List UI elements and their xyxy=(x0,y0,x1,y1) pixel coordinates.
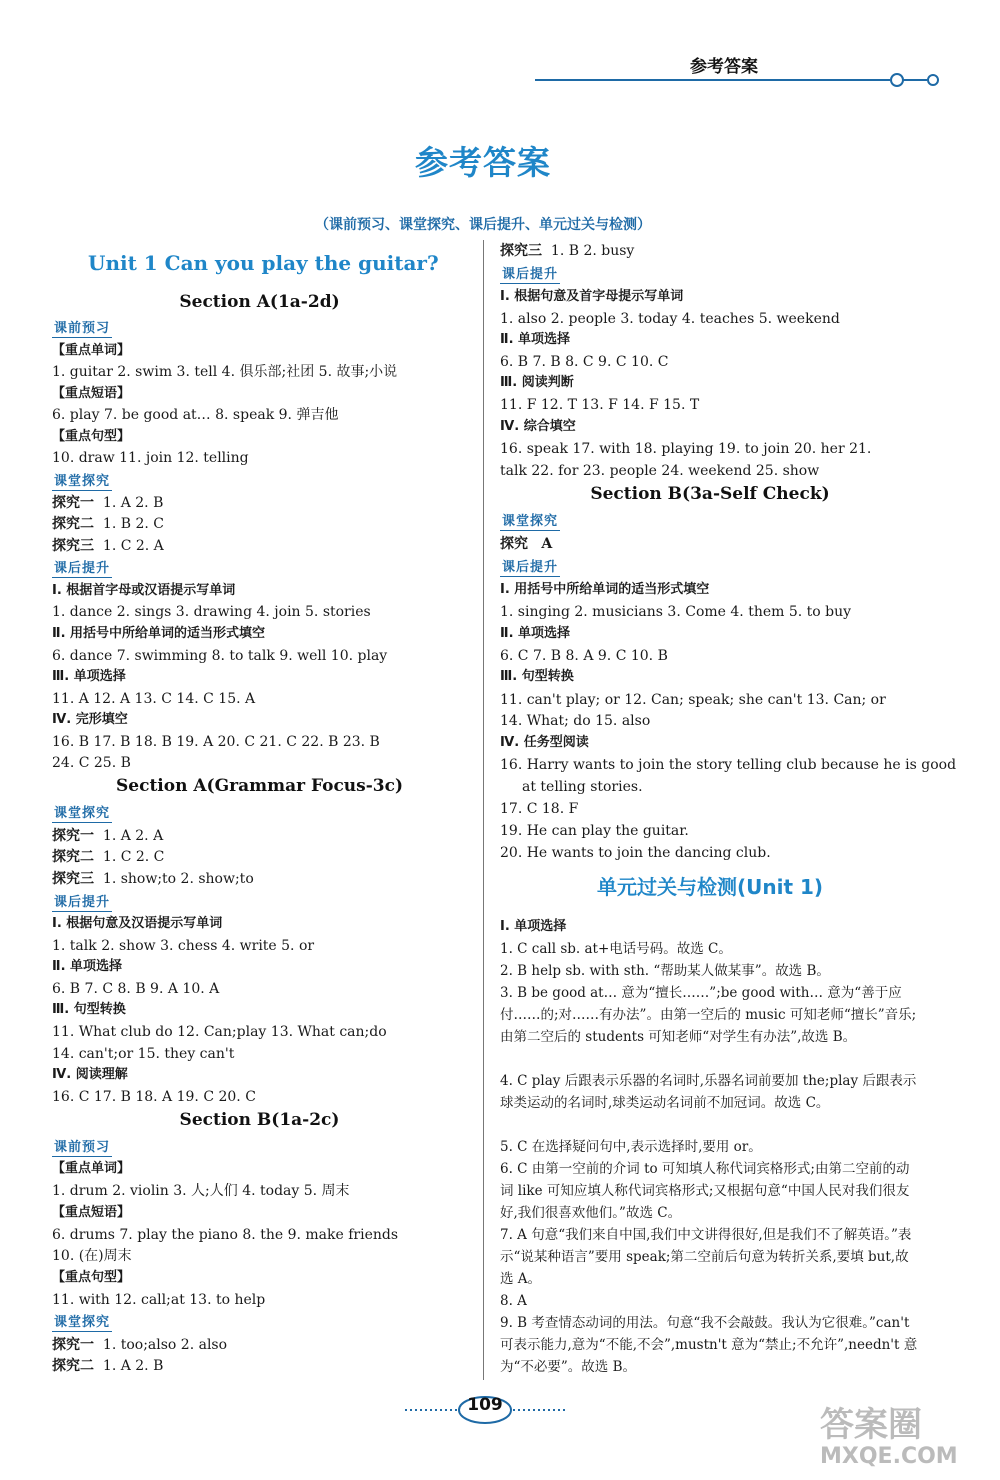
tag-preview: 课前预习 xyxy=(54,1140,111,1155)
explore-label: 探究二 xyxy=(52,849,94,865)
subsection-heading: Ⅱ. 单项选择 xyxy=(500,332,571,347)
explanation-item: 6. C 由第一空前的介词 to 可知填人称代词宾格形式;由第二空前的动词 like 可知应填人称代词宾格形式;又根据句意“中国人民对我们很友好,我们很喜欢他们。”故选 C。 xyxy=(500,1161,910,1221)
explore-label: 探究一 xyxy=(52,1337,94,1353)
subsection-heading: Ⅳ. 完形填空 xyxy=(52,712,128,727)
answer-line: 1. dance 2. sings 3. drawing 4. join 5. stories xyxy=(52,604,371,620)
kw-sentences-heading: 【重点句型】 xyxy=(52,429,131,444)
tag-explore: 课堂探究 xyxy=(54,806,111,821)
answer-line: 17. C 18. F xyxy=(500,801,579,817)
answer-line: 11. with 12. call;at 13. to help xyxy=(52,1292,266,1308)
subsection-heading: Ⅰ. 根据句意及汉语提示写单词 xyxy=(52,916,223,931)
subsection-heading: Ⅰ. 用括号中所给单词的适当形式填空 xyxy=(500,582,710,597)
subsection-heading: Ⅲ. 单项选择 xyxy=(52,669,126,684)
answer-line: 14. What; do 15. also xyxy=(500,713,651,729)
answer-line: 10. draw 11. join 12. telling xyxy=(52,450,249,466)
kw-phrases-heading: 【重点短语】 xyxy=(52,1205,131,1220)
tag-explore: 课堂探究 xyxy=(502,514,559,529)
subsection-heading: Ⅲ. 句型转换 xyxy=(500,669,574,684)
kw-phrases-heading: 【重点短语】 xyxy=(52,386,131,401)
unit-check-title: 单元过关与检测(Unit 1) xyxy=(596,875,824,899)
section-heading: Section B(1a-2c) xyxy=(179,1110,340,1130)
explore-label: 探究三 xyxy=(52,871,94,887)
answer-line: 1. C 2. C xyxy=(102,849,165,865)
tag-after: 课后提升 xyxy=(54,561,111,576)
explore-label: 探究三 xyxy=(500,243,542,259)
answer-line: 1. talk 2. show 3. chess 4. write 5. or xyxy=(52,938,315,954)
subsection-heading: Ⅳ. 综合填空 xyxy=(500,419,576,434)
answer-line: A xyxy=(541,536,553,552)
section-heading: Section A(Grammar Focus-3c) xyxy=(116,776,403,796)
header-label: 参考答案 xyxy=(690,57,758,77)
answer-line: 1. guitar 2. swim 3. tell 4. 俱乐部;社团 5. 故事;小说 xyxy=(52,364,398,380)
answer-line: 6. dance 7. swimming 8. to talk 9. well 10. play xyxy=(52,648,388,664)
subsection-heading: Ⅱ. 用括号中所给单词的适当形式填空 xyxy=(52,626,266,641)
answer-line: 1. too;also 2. also xyxy=(102,1337,228,1353)
subsection-heading: Ⅰ. 单项选择 xyxy=(500,919,567,934)
answer-line: 16. C 17. B 18. A 19. C 20. C xyxy=(52,1089,256,1105)
explanation-item: 7. A 句意“我们来自中国,我们中文讲得很好,但是我们不了解英语。”表示“说某种语言”要用 speak;第二空前后句意为转折关系,要填 but,故选 A。 xyxy=(500,1227,912,1287)
kw-words-heading: 【重点单词】 xyxy=(52,1161,131,1176)
explanation-item: 1. C call sb. at+电话号码。故选 C。 xyxy=(500,941,732,957)
answer-line: 1. B 2. busy xyxy=(550,243,635,259)
explore-label: 探究 xyxy=(500,536,528,552)
explanation-item: 5. C 在选择疑问句中,表示选择时,要用 or。 xyxy=(500,1139,762,1155)
page-title: 参考答案 xyxy=(415,143,551,182)
answer-line: 1. singing 2. musicians 3. Come 4. them 5. to buy xyxy=(500,604,852,620)
explanation-item: 8. A xyxy=(500,1293,527,1309)
answer-line: 11. What club do 12. Can;play 13. What can;do xyxy=(52,1024,387,1040)
answer-line: 6. play 7. be good at… 8. speak 9. 弹吉他 xyxy=(52,407,339,423)
answer-line: 1. drum 2. violin 3. 人;人们 4. today 5. 周末 xyxy=(52,1183,350,1199)
subsection-heading: Ⅳ. 任务型阅读 xyxy=(500,735,589,750)
watermark-logo: 答案圈 xyxy=(820,1405,922,1445)
answer-line: 1. C 2. A xyxy=(102,538,164,554)
page-subtitle: （课前预习、课堂探究、课后提升、单元过关与检测） xyxy=(315,217,651,233)
answer-line: 11. A 12. A 13. C 14. C 15. A xyxy=(52,691,256,707)
unit-title: Unit 1 Can you play the guitar? xyxy=(88,251,439,275)
answer-line: 1. also 2. people 3. today 4. teaches 5. weekend xyxy=(500,311,840,327)
explanation-item: 2. B help sb. with sth. “帮助某人做某事”。故选 B。 xyxy=(500,963,830,979)
answer-line: 16. Harry wants to join the story telling club because he is good xyxy=(500,757,957,773)
header-rule xyxy=(535,70,945,90)
watermark-url: MXQE.COM xyxy=(820,1444,958,1469)
section-heading: Section A(1a-2d) xyxy=(179,292,340,312)
subsection-heading: Ⅲ. 阅读判断 xyxy=(500,375,574,390)
explore-label: 探究三 xyxy=(52,538,94,554)
explore-label: 探究一 xyxy=(52,495,94,511)
answer-line: 1. A 2. B xyxy=(102,495,164,511)
answer-line: 6. C 7. B 8. A 9. C 10. B xyxy=(500,648,668,664)
kw-sentences-heading: 【重点句型】 xyxy=(52,1270,131,1285)
tag-after: 课后提升 xyxy=(54,895,111,910)
answer-line: 6. B 7. C 8. B 9. A 10. A xyxy=(52,981,220,997)
answer-line: 1. A 2. B xyxy=(102,1358,164,1374)
explanation-item: 9. B 考查情态动词的用法。句意“我不会敲鼓。我认为它很难。”can't 可表示能力,意为“不能,不会”,mustn't 意为“禁止;不允许”,needn't 意为“不必要”。故选 B。 xyxy=(500,1315,918,1375)
answer-line: 1. B 2. C xyxy=(102,516,164,532)
answer-line: 11. F 12. T 13. F 14. F 15. T xyxy=(500,397,700,413)
explanation-item: 4. C play 后跟表示乐器的名词时,乐器名词前要加 the;play 后跟表示球类运动的名词时,球类运动名词前不加冠词。故选 C。 xyxy=(500,1073,917,1111)
answer-line: 10. (在)周末 xyxy=(52,1248,132,1264)
answer-line: 1. show;to 2. show;to xyxy=(102,871,254,887)
answer-line: 20. He wants to join the dancing club. xyxy=(500,845,771,861)
column-divider xyxy=(483,240,484,1380)
tag-after: 课后提升 xyxy=(502,560,559,575)
answer-line: 24. C 25. B xyxy=(52,755,131,771)
explanation-item: 3. B be good at… 意为“擅长……”;be good with… 意为“善于应付……的;对……有办法”。由第一空后的 music 可知老师“擅长”音乐;由第二空后的 students 可知老师“对学生有办法”,故选 B。 xyxy=(500,985,917,1045)
explore-label: 探究二 xyxy=(52,1358,94,1374)
subsection-heading: Ⅰ. 根据首字母或汉语提示写单词 xyxy=(52,583,236,598)
page-number: 109 xyxy=(467,1395,503,1415)
answer-line: at telling stories. xyxy=(522,779,643,795)
section-heading: Section B(3a-Self Check) xyxy=(590,484,830,504)
subsection-heading: Ⅲ. 句型转换 xyxy=(52,1002,126,1017)
explore-label: 探究一 xyxy=(52,828,94,844)
answer-line: 19. He can play the guitar. xyxy=(500,823,689,839)
kw-words-heading: 【重点单词】 xyxy=(52,343,131,358)
subsection-heading: Ⅰ. 根据句意及首字母提示写单词 xyxy=(500,289,684,304)
answer-line: talk 22. for 23. people 24. weekend 25. show xyxy=(500,463,820,479)
tag-after: 课后提升 xyxy=(502,267,559,282)
watermark xyxy=(820,1405,980,1475)
answer-line: 1. A 2. A xyxy=(102,828,164,844)
answer-line: 14. can't;or 15. they can't xyxy=(52,1046,235,1062)
answer-line: 16. B 17. B 18. B 19. A 20. C 21. C 22. B 23. B xyxy=(52,734,380,750)
answer-line: 6. drums 7. play the piano 8. the 9. make friends xyxy=(52,1227,399,1243)
answer-line: 6. B 7. B 8. C 9. C 10. C xyxy=(500,354,669,370)
tag-explore: 课堂探究 xyxy=(54,1315,111,1330)
subsection-heading: Ⅱ. 单项选择 xyxy=(52,959,123,974)
tag-explore: 课堂探究 xyxy=(54,474,111,489)
answer-line: 16. speak 17. with 18. playing 19. to join 20. her 21. xyxy=(500,441,872,457)
subsection-heading: Ⅱ. 单项选择 xyxy=(500,626,571,641)
answer-line: 11. can't play; or 12. Can; speak; she can't 13. Can; or xyxy=(500,692,886,708)
explore-label: 探究二 xyxy=(52,516,94,532)
subsection-heading: Ⅳ. 阅读理解 xyxy=(52,1067,128,1082)
tag-preview: 课前预习 xyxy=(54,321,111,336)
